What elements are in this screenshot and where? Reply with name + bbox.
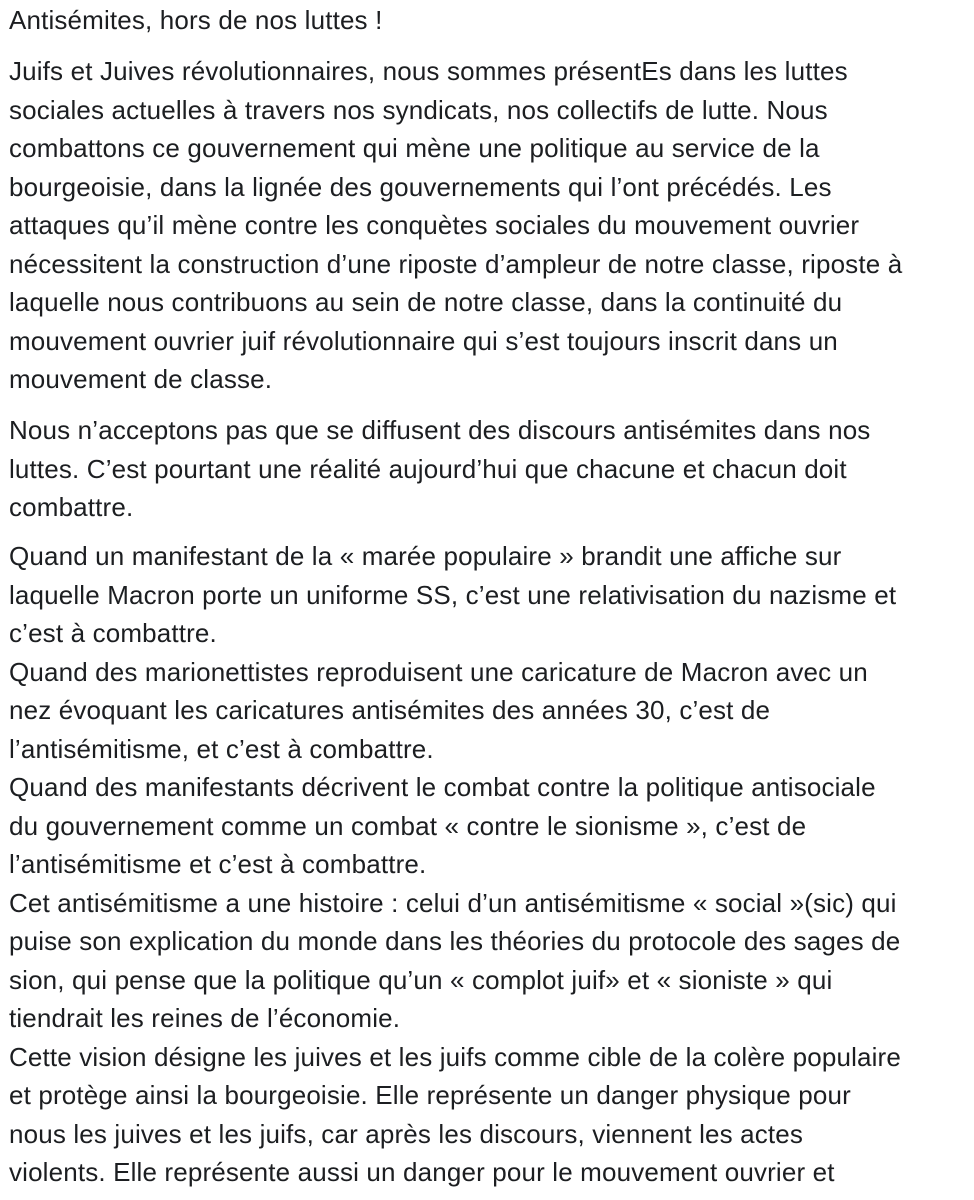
text-line: luttes. C’est pourtant une réalité aujourd’hui que chacune et chacun doit [9, 453, 847, 484]
text-line: Cette vision désigne les juives et les juifs comme cible de la colère populaire [9, 1041, 901, 1072]
paragraph-2 [9, 411, 870, 527]
text-line: tiendrait les reines de l’économie. [9, 1003, 401, 1033]
text-line: bourgeoisie, dans la lignée des gouvernements qui l’ont précédés. Les [9, 171, 832, 202]
text-line: Cet antisémitisme a une histoire : celui d’un antisémitisme « social »(sic) qui [9, 887, 897, 918]
paragraph-1 [9, 52, 902, 399]
text-line: laquelle nous contribuons au sein de notre classe, dans la continuité du [9, 287, 843, 317]
text-line: sion, qui pense que la politique qu’un « complot juif» et « sioniste » qui [9, 964, 833, 995]
text-line: Juifs et Juives révolutionnaires, nous sommes présentEs dans les luttes [9, 56, 848, 86]
text-line: violents. Elle représente aussi un danger pour le mouvement ouvrier et [9, 1157, 835, 1187]
text-line: et protège ainsi la bourgeoisie. Elle représente un danger physique pour [9, 1080, 851, 1110]
article-title: Antisémites, hors de nos luttes ! [9, 5, 383, 35]
text-line: nous les juives et les juifs, car après les discours, viennent les actes [9, 1118, 804, 1149]
text-line: nez évoquant les caricatures antisémites des années 30, c’est de [9, 695, 771, 725]
paragraph-3 [9, 537, 901, 1192]
text-line: Quand des manifestants décrivent le combat contre la politique antisociale [9, 772, 876, 802]
text-line: sociales actuelles à travers nos syndicats, nos collectifs de lutte. Nous [9, 94, 828, 125]
text-line: combattre. [9, 492, 134, 522]
text-line: Nous n’acceptons pas que se diffusent des discours antisémites dans nos [9, 415, 871, 445]
text-line: c’est à combattre. [9, 618, 217, 648]
text-line: Quand un manifestant de la « marée populaire » brandit une affiche sur [9, 541, 842, 571]
text-line: puise son explication du monde dans les théories du protocole des sages de [9, 926, 901, 956]
text-line: mouvement ouvrier juif révolutionnaire qui s’est toujours inscrit dans un [9, 325, 838, 356]
text-line: nécessitent la construction d’une riposte d’ampleur de notre classe, riposte à [9, 248, 903, 279]
text-line: mouvement de classe. [9, 364, 273, 394]
text-line: l’antisémitisme et c’est à combattre. [9, 849, 427, 879]
text-line: Quand des marionettistes reproduisent une caricature de Macron avec un [9, 656, 868, 687]
text-line: attaques qu’il mène contre les conquètes sociales du mouvement ouvrier [9, 210, 860, 240]
text-line: l’antisémitisme, et c’est à combattre. [9, 733, 434, 764]
text-line: laquelle Macron porte un uniforme SS, c’est une relativisation du nazisme et [9, 579, 897, 610]
text-line: combattons ce gouvernement qui mène une politique au service de la [9, 133, 820, 163]
text-line: du gouvernement comme un combat « contre le sionisme », c’est de [9, 810, 807, 841]
